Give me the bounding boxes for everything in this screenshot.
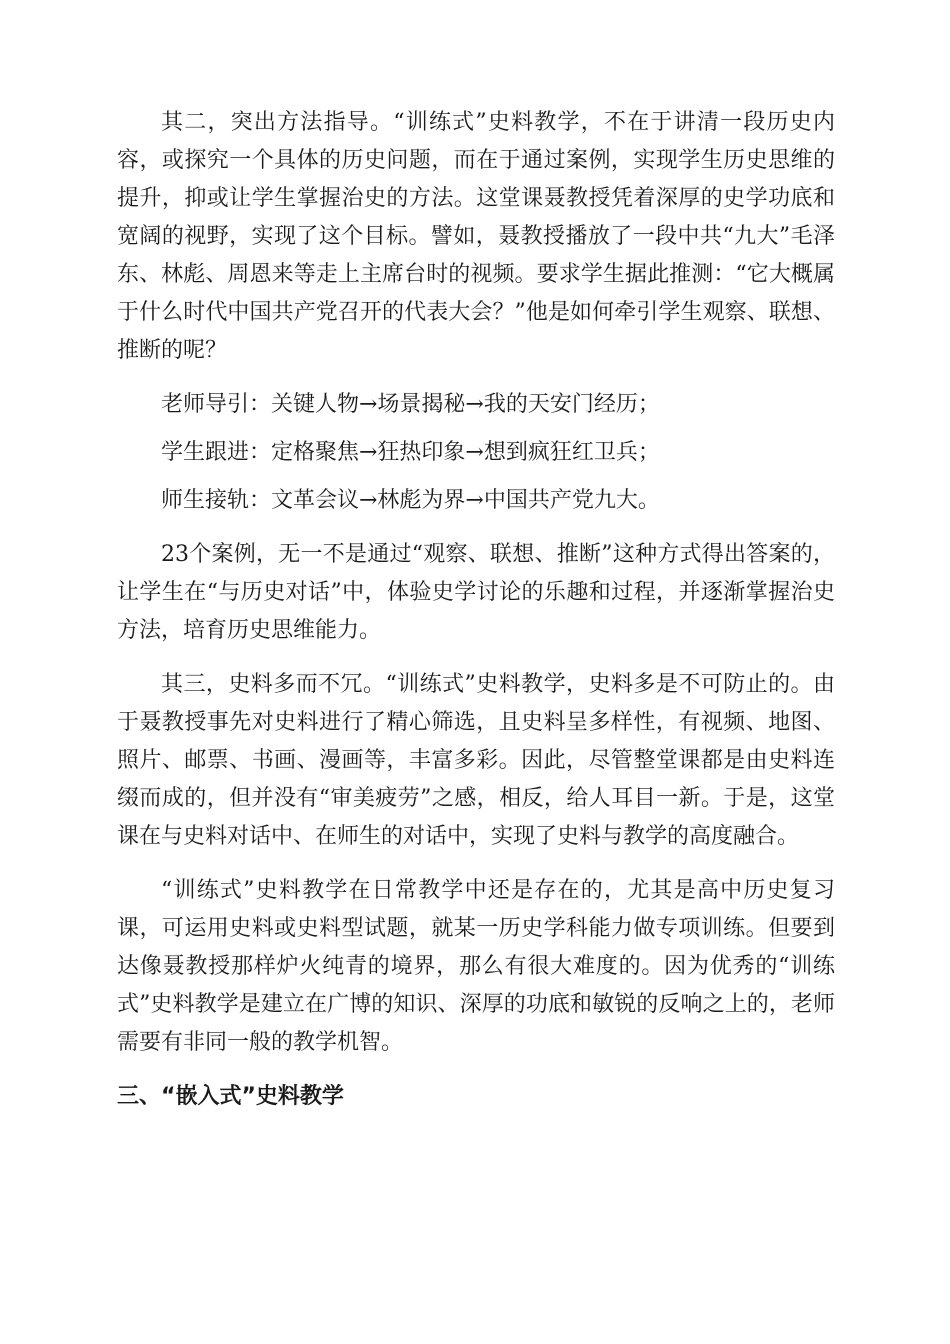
section-heading: 三、“嵌入式”史料教学 — [117, 1084, 344, 1109]
paragraph-training-daily: “训练式”史料教学在日常教学中还是存在的，尤其是高中历史复习课，可运用史料或史料型试题，就某一历史学科能力做专项训练。但要到达像聂教授那样炉火纯青的境界，那么有很大难度的。因为优秀的“训练式”史料教学是建立在广博的知识、深厚的功底和敏锐的反响之上的，老师需要有非同一般的教学机智。 — [117, 878, 835, 1055]
paragraph-student-follow: 学生跟进：定格聚焦→狂热印象→想到疯狂红卫兵； — [161, 440, 660, 465]
paragraph-teacher-student-link: 师生接轨：文革会议→林彪为界→中国共产党九大。 — [161, 488, 660, 513]
paragraph-teacher-guide: 老师导引：关键人物→场景揭秘→我的天安门经历； — [161, 392, 660, 417]
paragraph-sources-rich: 其三，史料多而不冗。“训练式”史料教学，史料多是不可防止的。由于聂教授事先对史料进行了精心筛选，且史料呈多样性，有视频、地图、照片、邮票、书画、漫画等，丰富多彩。因此，尽管整堂课都是由史料连缀而成的，但并没有“审美疲劳”之感，相反，给人耳目一新。于是，这堂课在与史料对话中、在师生的对话中，实现了史料与教学的高度融合。 — [117, 672, 835, 849]
document-body — [117, 104, 835, 1116]
paragraph-cases: 23个案例，无一不是通过“观察、联想、推断”这种方式得出答案的，让学生在“与历史对话”中，体验史学讨论的乐趣和过程，并逐渐掌握治史方法，培育历史思维能力。 — [117, 542, 835, 643]
paragraph-method-guidance: 其二，突出方法指导。“训练式”史料教学，不在于讲清一段历史内容，或探究一个具体的历史问题，而在于通过案例，实现学生历史思维的提升，抑或让学生掌握治史的方法。这堂课聂教授凭着深厚的史学功底和宽阔的视野，实现了这个目标。譬如，聂教授播放了一段中共“九大”毛泽东、林彪、周恩来等走上主席台时的视频。要求学生据此推测：“它大概属于什么时代中国共产党召开的代表大会？”他是如何牵引学生观察、联想、推断的呢？ — [117, 110, 835, 363]
